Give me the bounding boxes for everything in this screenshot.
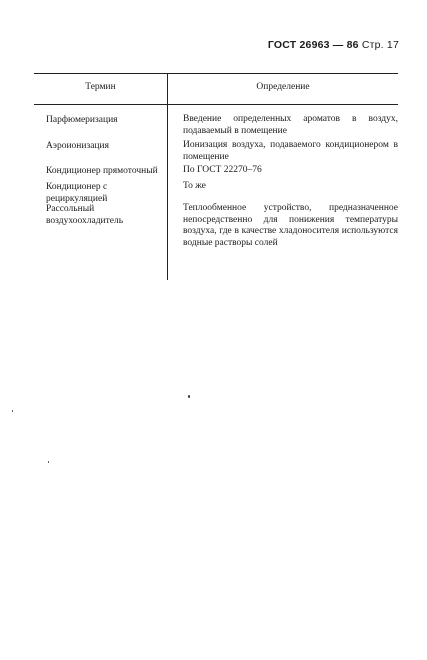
table-top-rule <box>34 73 398 74</box>
page-header <box>268 39 399 51</box>
term-cell: Парфюмеризация <box>46 115 118 125</box>
page-number: Стр. 17 <box>361 39 399 51</box>
definition-cell: Введение определенных ароматов в воздух, подаваемый в помещение <box>183 114 398 136</box>
column-divider <box>167 73 168 280</box>
term-cell: Аэроионизация <box>46 141 109 151</box>
column-header-definition: Определение <box>256 82 310 92</box>
term-cell: Рассольный воздухоохладитель <box>46 204 124 226</box>
column-header-term: Термин <box>85 82 116 92</box>
term-cell: Кондиционер с рециркуляцией <box>46 182 108 204</box>
definition-cell: По ГОСТ 22270–76 <box>183 165 262 175</box>
scan-speck <box>188 395 190 398</box>
definition-cell: Теплообменное устройство, предназначенное непосредственно для понижения температуры воздуха, где в качестве хладоносителя используются водные растворы солей <box>183 203 398 248</box>
standard-number: ГОСТ 26963 — 86 <box>267 39 359 51</box>
term-cell: Кондиционер прямоточный <box>46 166 158 176</box>
table-header-rule <box>34 104 398 105</box>
scan-speck <box>12 410 13 412</box>
definition-cell: Ионизация воздуха, подаваемого кондиционером в помещение <box>183 140 398 162</box>
scan-speck <box>48 461 49 463</box>
definition-cell: То же <box>183 181 206 191</box>
